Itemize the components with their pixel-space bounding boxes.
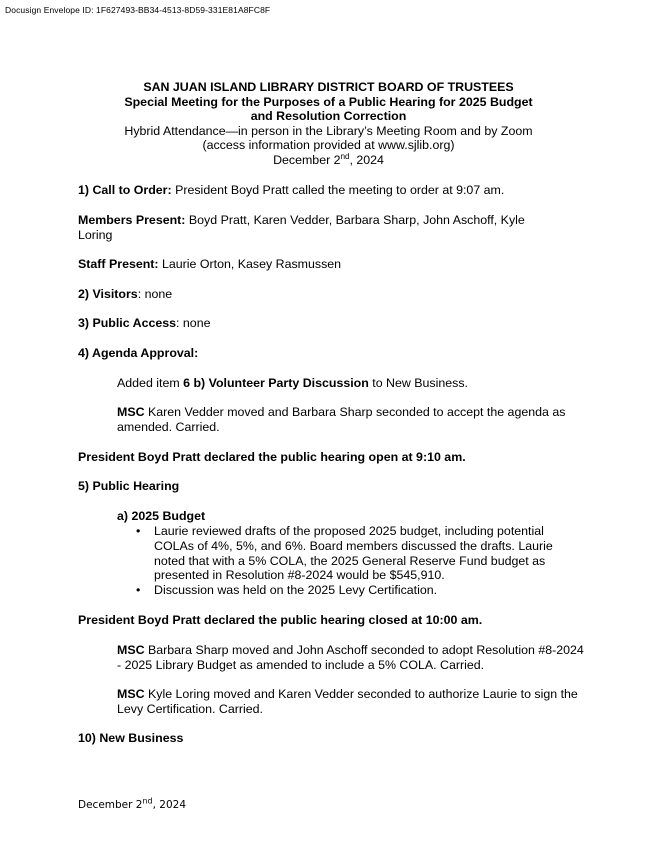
public-hearing-heading: 5) Public Hearing	[78, 479, 180, 493]
hearing-closed-statement: President Boyd Pratt declared the public hearing closed at 10:00 am.	[78, 613, 483, 627]
attendance-line2: (access information provided at www.sjlib.org)	[202, 138, 455, 152]
budget-bullet-list	[136, 524, 576, 598]
envelope-id: Docusign Envelope ID: 1F627493-BB34-4513-8D59-331E81A8FC8F	[5, 5, 271, 15]
attendance-line1: Hybrid Attendance—in person in the Library’s Meeting Room and by Zoom	[124, 123, 533, 138]
agenda-msc: MSC Karen Vedder moved and Barbara Sharp seconded to accept the agenda as amended. Carried.	[117, 405, 566, 434]
meeting-title-line2: and Resolution Correction	[250, 109, 407, 123]
meeting-title-line1: Special Meeting for the Purposes of a Public Hearing for 2025 Budget	[124, 94, 533, 109]
budget-resolution-msc: MSC Barbara Sharp moved and John Aschoff seconded to adopt Resolution #8-2024 - 2025 Library Budget as amended to include a 5% COLA. Carried.	[117, 643, 584, 672]
bullet-icon: •	[136, 583, 141, 598]
document-header	[0, 80, 657, 167]
meeting-date: December 2nd, 2024	[273, 151, 384, 167]
agenda-approval-heading: 4) Agenda Approval:	[78, 346, 199, 360]
levy-certification-msc: MSC Kyle Loring moved and Karen Vedder seconded to authorize Laurie to sign the Levy Certification. Carried.	[117, 687, 578, 716]
call-to-order: 1) Call to Order: President Boyd Pratt called the meeting to order at 9:07 am.	[78, 183, 505, 197]
budget-subheading: a) 2025 Budget	[117, 509, 206, 523]
visitors: 2) Visitors: none	[78, 287, 173, 301]
members-present: Members Present: Boyd Pratt, Karen Vedder, Barbara Sharp, John Aschoff, Kyle Loring	[78, 213, 525, 242]
new-business-heading: 10) New Business	[78, 731, 184, 745]
bullet-icon: •	[136, 524, 141, 538]
org-title: SAN JUAN ISLAND LIBRARY DISTRICT BOARD OF TRUSTEES	[143, 80, 514, 94]
agenda-added-item: Added item 6 b) Volunteer Party Discussion to New Business.	[117, 376, 468, 390]
staff-present: Staff Present: Laurie Orton, Kasey Rasmussen	[78, 257, 342, 271]
hearing-open-statement: President Boyd Pratt declared the public hearing open at 9:10 am.	[78, 450, 466, 464]
list-item: • Laurie reviewed drafts of the proposed 2025 budget, including potential COLAs of 4%, 5%, and 6%. Board members discussed the drafts. Laurie noted that with a 5% COLA, the 2025 General Reserve Fund budget as presented in Resolution #8-2024 would be $545,910.	[136, 524, 553, 583]
list-item: • Discussion was held on the 2025 Levy Certification.	[136, 583, 438, 598]
footer-date: December 2nd, 2024	[78, 796, 187, 811]
public-access: 3) Public Access: none	[78, 316, 211, 330]
